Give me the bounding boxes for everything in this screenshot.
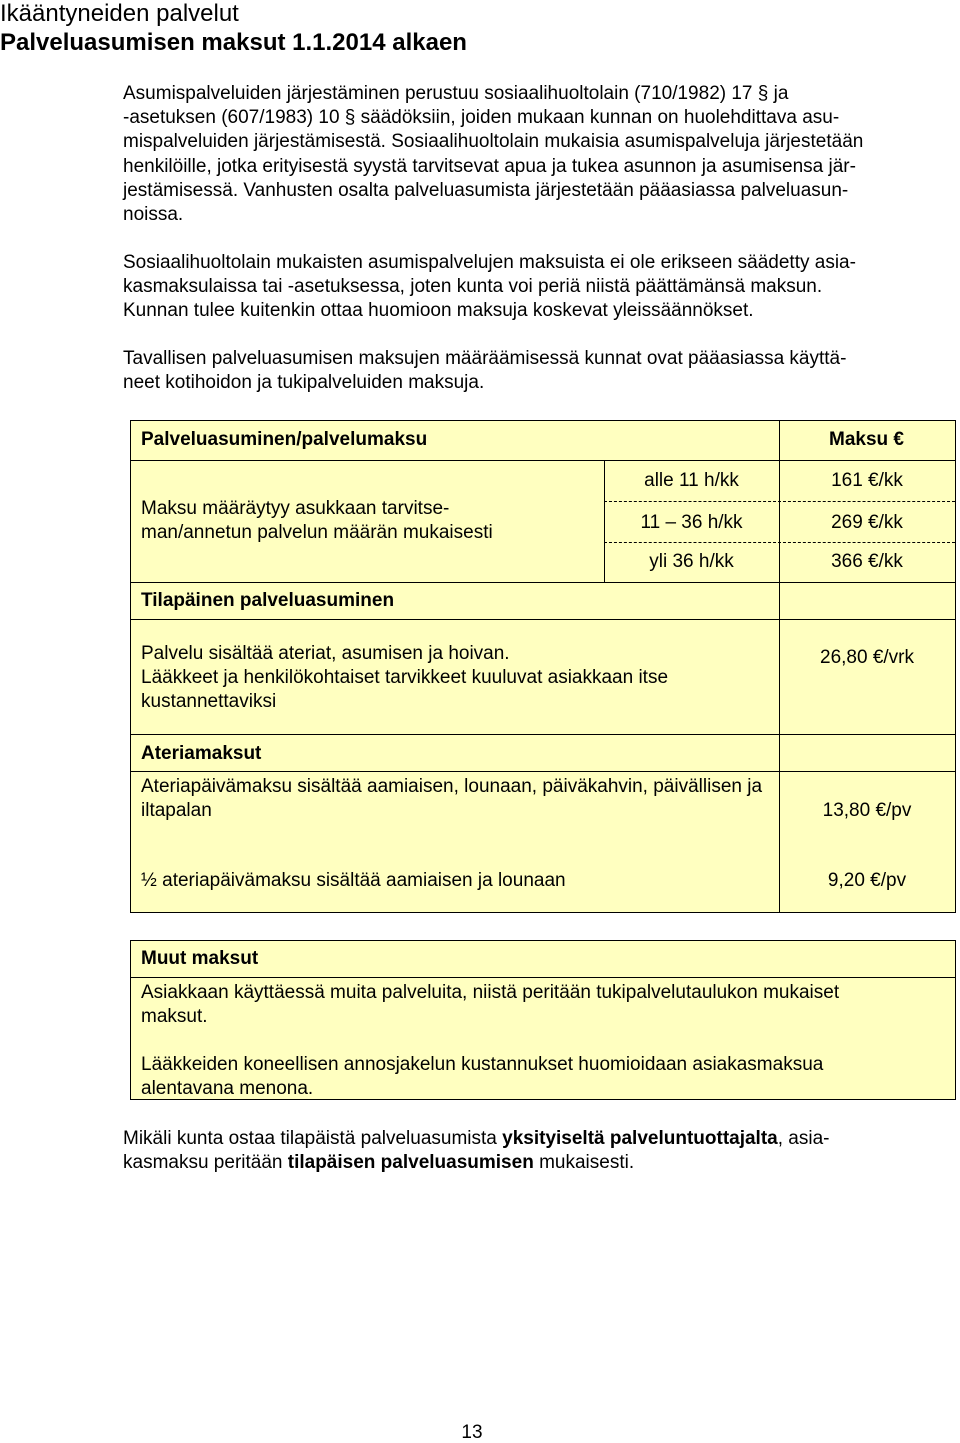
table-header-service: Palveluasuminen/palvelumaksu xyxy=(141,429,428,450)
full-meal-fee: 13,80 €/pv xyxy=(822,800,912,821)
regular-fee-description: Maksu määräytyy asukkaan tarvitse- man/annetun palvelun määrän mukaisesti xyxy=(141,498,493,543)
hours-row-2: 11 – 36 h/kk xyxy=(640,512,743,533)
private-provider-text-2: , asia- kasmaksu peritään xyxy=(123,1128,830,1174)
other-fees-item-2: Lääkkeiden koneellisen annosjakelun kustannukset huomioidaan asiakasmaksua alentavana menona. xyxy=(141,1054,824,1099)
fee-table xyxy=(130,420,956,913)
page-number: 13 xyxy=(461,1422,483,1443)
hours-row-1: alle 11 h/kk xyxy=(644,470,739,491)
private-provider-text-3: mukaisesti. xyxy=(533,1152,635,1174)
hours-row-3: yli 36 h/kk xyxy=(649,551,734,572)
table-header-fee: Maksu € xyxy=(829,429,904,450)
temporary-housing-description: Palvelu sisältää ateriat, asumisen ja hoivan. Lääkkeet ja henkilökohtaiset tarvikkeet kuuluvat asiakkaan itse kustannettaviksi xyxy=(141,643,669,712)
temporary-housing-title: Tilapäinen palveluasuminen xyxy=(141,590,395,611)
temporary-housing-fee: 26,80 €/vrk xyxy=(820,647,914,668)
other-fees-title: Muut maksut xyxy=(141,948,259,969)
intro-paragraph: Asumispalveluiden järjestäminen perustuu sosiaalihuoltolain (710/1982) 17 § ja -asetuksen (607/1983) 10 § säädöksiin, joiden mukaan kunnan on huolehdittava asu- mispalveluiden järjestämisestä. Sosiaalihuoltolain mukaisia asumispalveluja järjestetään henkilöille, jotka erityisestä syystä tarvitsevat apua ja tukea asunnon ja asumisensa jär- jestämisessä. Vanhusten osalta palveluasumista järjestetään pääasiassa palveluasun- noissa. xyxy=(123,83,864,226)
fee-row-1: 161 €/kk xyxy=(831,470,903,491)
half-meal-description: ½ ateriapäivämaksu sisältää aamiaisen ja lounaan xyxy=(141,870,566,891)
other-fees-item-1: Asiakkaan käyttäessä muita palveluita, niistä peritään tukipalvelutaulukon mukaiset maksut. xyxy=(141,982,840,1027)
fee-practice-paragraph: Tavallisen palveluasumisen maksujen määräämisessä kunnat ovat pääasiassa käyttä- neet kotihoidon ja tukipalveluiden maksuja. xyxy=(123,348,847,394)
other-fees-box xyxy=(130,940,956,1100)
fee-row-2: 269 €/kk xyxy=(831,512,903,533)
private-provider-emphasis-1: yksityiseltä palveluntuottajalta xyxy=(502,1128,778,1149)
meal-fees-title: Ateriamaksut xyxy=(141,743,262,764)
full-meal-description: Ateriapäivämaksu sisältää aamiaisen, lounaan, päiväkahvin, päivällisen ja iltapalan xyxy=(141,776,763,821)
header-department: Ikääntyneiden palvelut xyxy=(0,0,239,27)
private-provider-emphasis-2: tilapäisen palveluasumisen xyxy=(287,1152,534,1174)
private-provider-paragraph xyxy=(123,1127,943,1175)
half-meal-fee: 9,20 €/pv xyxy=(827,870,907,891)
page-title: Palveluasumisen maksut 1.1.2014 alkaen xyxy=(0,29,467,56)
private-provider-text-1: Mikäli kunta ostaa tilapäistä palveluasumista xyxy=(123,1128,503,1149)
fees-legislation-paragraph: Sosiaalihuoltolain mukaisten asumispalvelujen maksuista ei ole erikseen säädetty asia- kasmaksulaissa tai -asetuksessa, joten kunta voi periä niistä päättämänsä maksun. Kunnan tulee kuitenkin ottaa huomioon maksuja koskevat yleissäännökset. xyxy=(123,252,856,322)
fee-row-3: 366 €/kk xyxy=(831,551,903,572)
